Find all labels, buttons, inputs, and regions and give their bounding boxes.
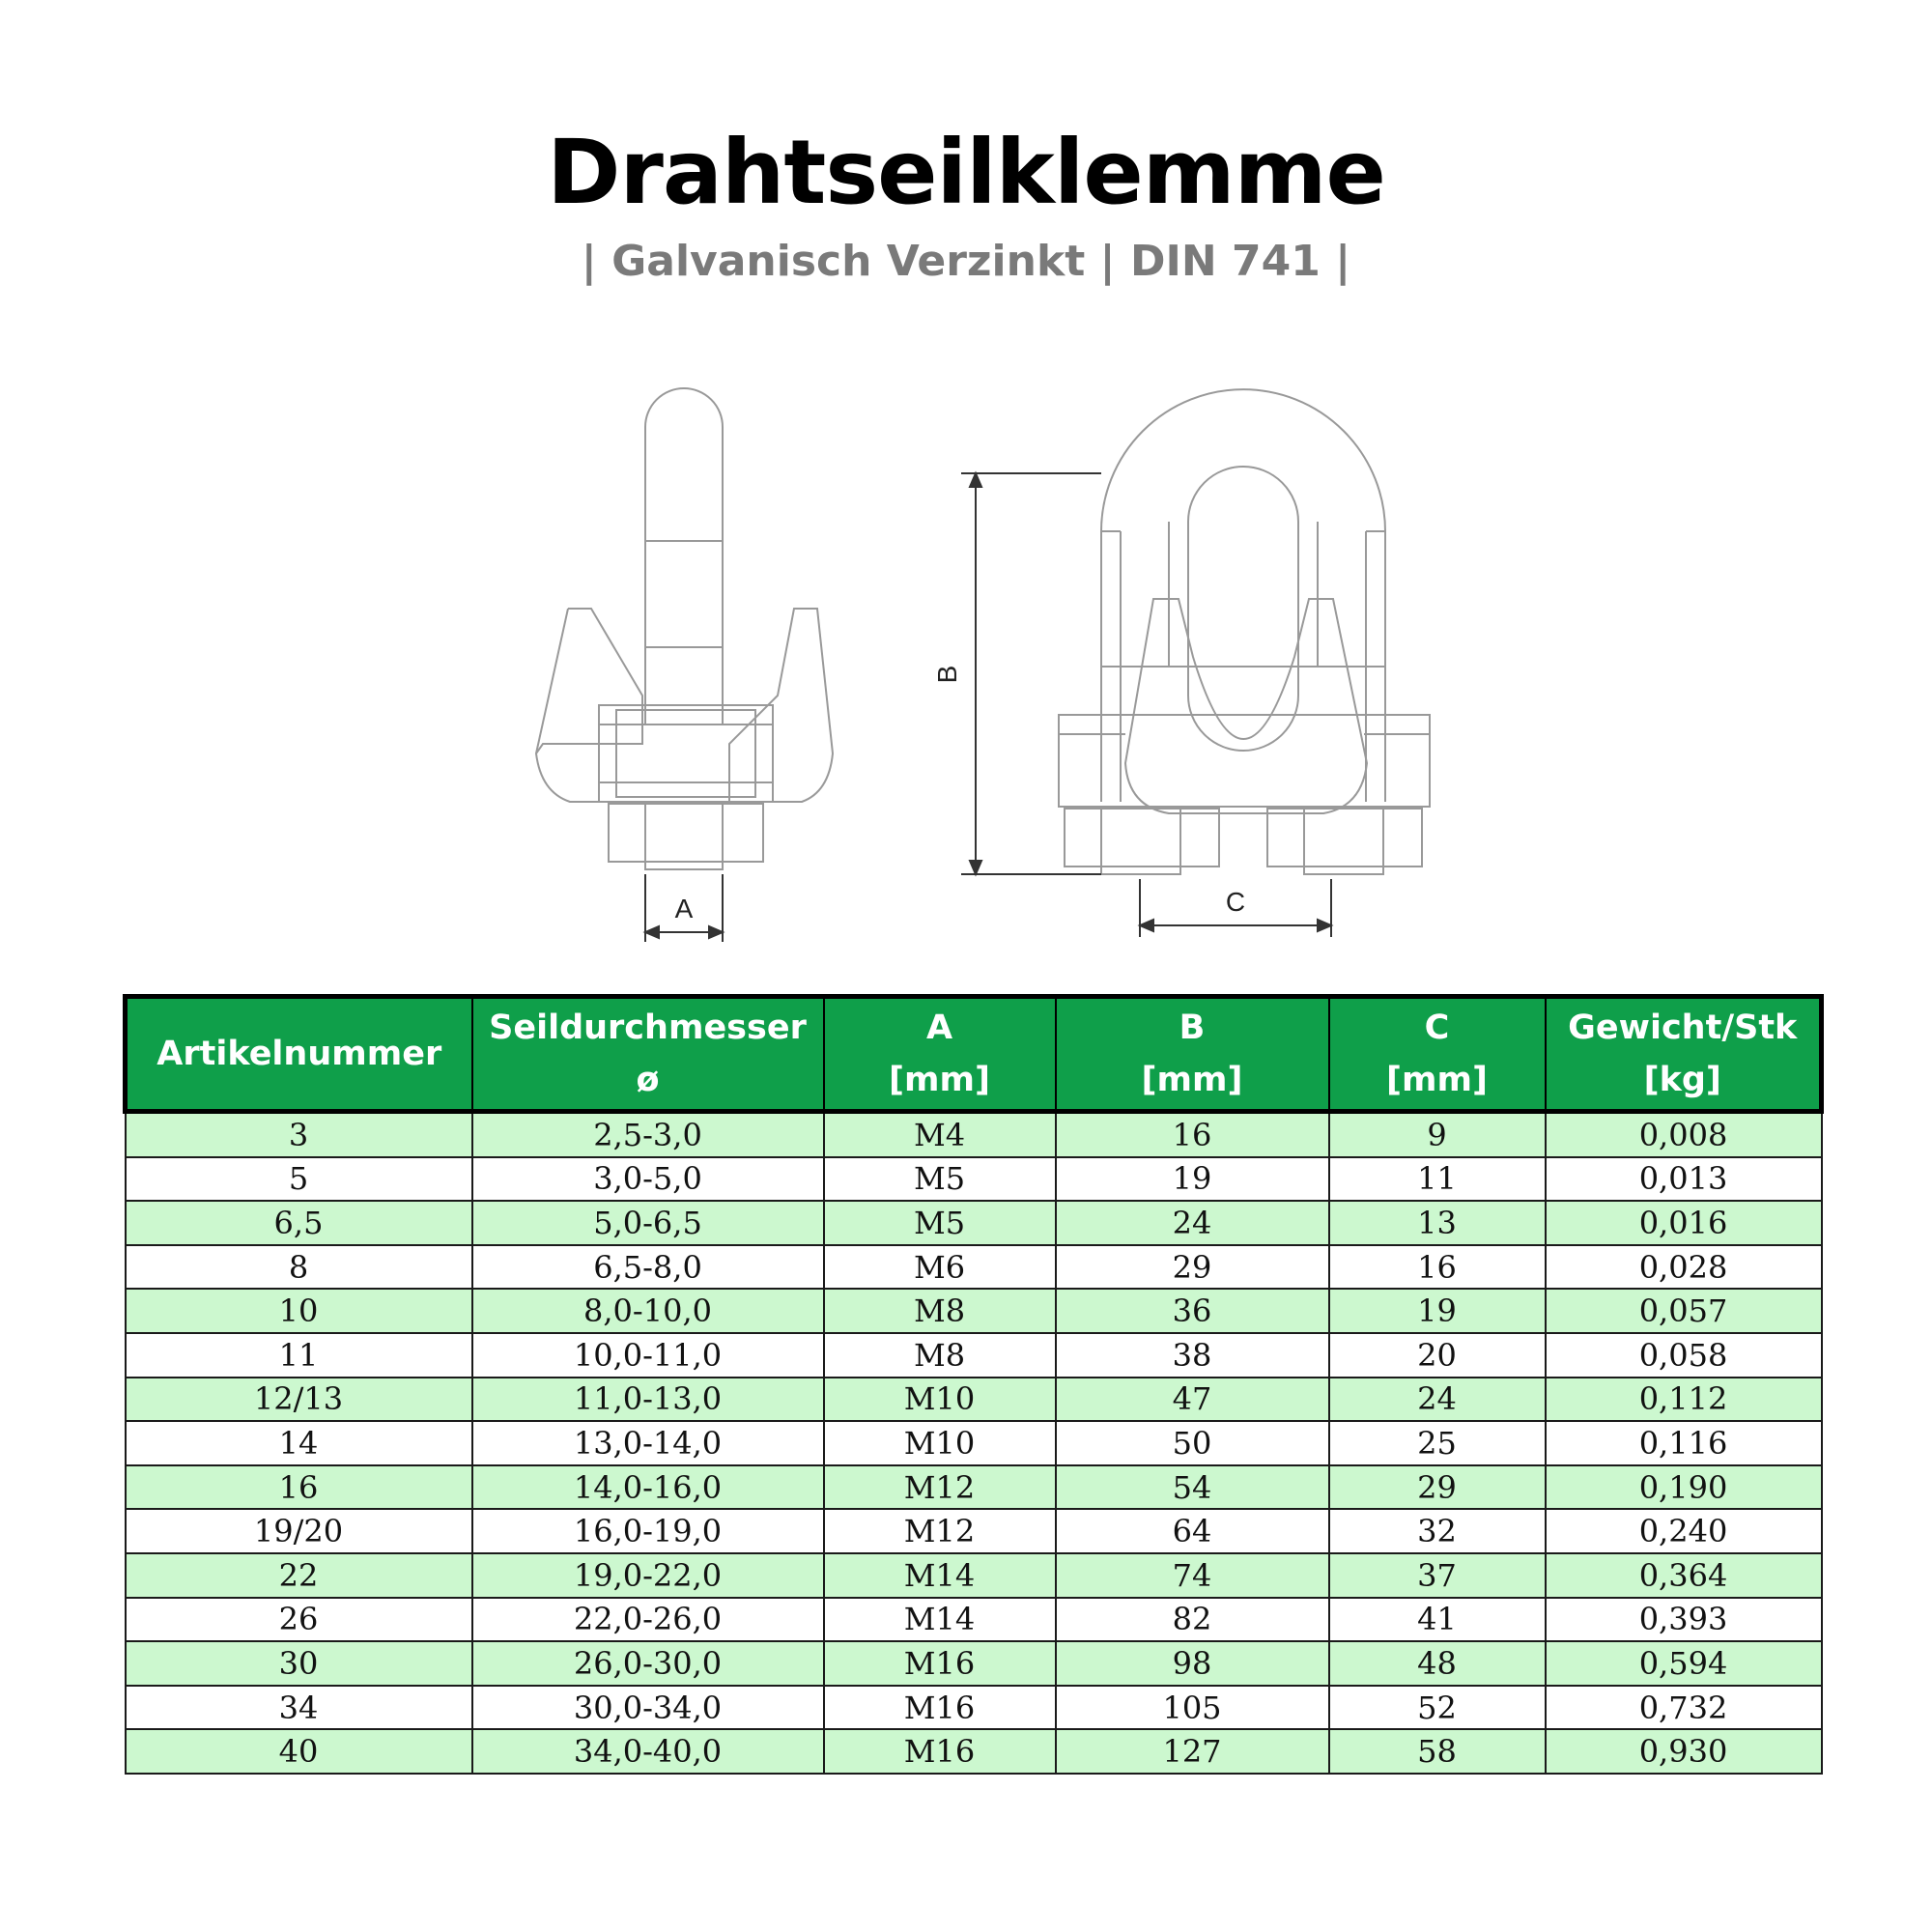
cell-a: M14: [824, 1553, 1056, 1598]
wire-rope-clip-drawing: [483, 377, 1449, 956]
table-row: [126, 1333, 1822, 1378]
cell-b: 98: [1056, 1641, 1329, 1686]
cell-seildurchmesser: 19,0-22,0: [472, 1553, 824, 1598]
cell-b: 24: [1056, 1201, 1329, 1245]
cell-seildurchmesser: 3,0-5,0: [472, 1157, 824, 1202]
cell-gewicht: 0,393: [1546, 1598, 1822, 1642]
page-title: Drahtseilklemme: [547, 121, 1385, 224]
cell-gewicht: 0,116: [1546, 1421, 1822, 1465]
cell-c: 25: [1329, 1421, 1546, 1465]
cell-c: 11: [1329, 1157, 1546, 1202]
cell-a: M10: [824, 1378, 1056, 1422]
cell-c: 19: [1329, 1289, 1546, 1333]
dimension-label-c: C: [1225, 887, 1246, 917]
cell-gewicht: 0,058: [1546, 1333, 1822, 1378]
cell-artikelnummer: 5: [126, 1157, 472, 1202]
column-header-gewicht: Gewicht/Stk [kg]: [1546, 997, 1822, 1112]
table-row: [126, 1465, 1822, 1510]
cell-gewicht: 0,930: [1546, 1729, 1822, 1774]
table-row: [126, 1641, 1822, 1686]
cell-gewicht: 0,057: [1546, 1289, 1822, 1333]
cell-c: 13: [1329, 1201, 1546, 1245]
cell-seildurchmesser: 10,0-11,0: [472, 1333, 824, 1378]
cell-seildurchmesser: 8,0-10,0: [472, 1289, 824, 1333]
cell-a: M6: [824, 1245, 1056, 1290]
cell-artikelnummer: 40: [126, 1729, 472, 1774]
table-row: [126, 1553, 1822, 1598]
cell-gewicht: 0,732: [1546, 1686, 1822, 1730]
cell-a: M10: [824, 1421, 1056, 1465]
cell-artikelnummer: 22: [126, 1553, 472, 1598]
cell-a: M8: [824, 1289, 1056, 1333]
cell-a: M14: [824, 1598, 1056, 1642]
cell-gewicht: 0,112: [1546, 1378, 1822, 1422]
cell-artikelnummer: 19/20: [126, 1509, 472, 1553]
table-row: [126, 1157, 1822, 1202]
cell-seildurchmesser: 5,0-6,5: [472, 1201, 824, 1245]
cell-artikelnummer: 12/13: [126, 1378, 472, 1422]
cell-b: 82: [1056, 1598, 1329, 1642]
cell-a: M5: [824, 1201, 1056, 1245]
table-row: [126, 1201, 1822, 1245]
table-header-row: [126, 997, 1822, 1112]
cell-seildurchmesser: 14,0-16,0: [472, 1465, 824, 1510]
technical-drawing: [483, 377, 1449, 956]
side-view: [536, 388, 833, 869]
table-row: [126, 1245, 1822, 1290]
column-header-a: A [mm]: [824, 997, 1056, 1112]
cell-a: M16: [824, 1686, 1056, 1730]
table-row: [126, 1112, 1822, 1157]
cell-artikelnummer: 34: [126, 1686, 472, 1730]
cell-seildurchmesser: 30,0-34,0: [472, 1686, 824, 1730]
cell-b: 64: [1056, 1509, 1329, 1553]
cell-artikelnummer: 6,5: [126, 1201, 472, 1245]
cell-b: 127: [1056, 1729, 1329, 1774]
table-row: [126, 1686, 1822, 1730]
cell-seildurchmesser: 34,0-40,0: [472, 1729, 824, 1774]
cell-seildurchmesser: 26,0-30,0: [472, 1641, 824, 1686]
cell-seildurchmesser: 6,5-8,0: [472, 1245, 824, 1290]
cell-gewicht: 0,013: [1546, 1157, 1822, 1202]
column-header-seildurchmesser: Seildurchmesser ø: [472, 997, 824, 1112]
dimension-label-a: A: [674, 894, 694, 923]
cell-b: 16: [1056, 1112, 1329, 1157]
cell-c: 48: [1329, 1641, 1546, 1686]
page-subtitle: | Galvanisch Verzinkt | DIN 741 |: [581, 237, 1351, 286]
cell-artikelnummer: 10: [126, 1289, 472, 1333]
cell-a: M5: [824, 1157, 1056, 1202]
cell-b: 105: [1056, 1686, 1329, 1730]
cell-gewicht: 0,016: [1546, 1201, 1822, 1245]
cell-a: M16: [824, 1641, 1056, 1686]
cell-c: 9: [1329, 1112, 1546, 1157]
cell-artikelnummer: 30: [126, 1641, 472, 1686]
table-row: [126, 1598, 1822, 1642]
table-row: [126, 1378, 1822, 1422]
cell-a: M8: [824, 1333, 1056, 1378]
cell-b: 19: [1056, 1157, 1329, 1202]
table-row: [126, 1289, 1822, 1333]
cell-seildurchmesser: 2,5-3,0: [472, 1112, 824, 1157]
cell-seildurchmesser: 11,0-13,0: [472, 1378, 824, 1422]
column-header-b: B [mm]: [1056, 997, 1329, 1112]
cell-gewicht: 0,008: [1546, 1112, 1822, 1157]
cell-b: 38: [1056, 1333, 1329, 1378]
cell-a: M12: [824, 1509, 1056, 1553]
cell-artikelnummer: 16: [126, 1465, 472, 1510]
cell-c: 41: [1329, 1598, 1546, 1642]
front-view: [1059, 389, 1430, 874]
cell-gewicht: 0,240: [1546, 1509, 1822, 1553]
cell-b: 47: [1056, 1378, 1329, 1422]
cell-c: 37: [1329, 1553, 1546, 1598]
cell-b: 29: [1056, 1245, 1329, 1290]
cell-c: 58: [1329, 1729, 1546, 1774]
cell-artikelnummer: 26: [126, 1598, 472, 1642]
cell-gewicht: 0,190: [1546, 1465, 1822, 1510]
column-header-artikelnummer: Artikelnummer: [126, 997, 472, 1112]
cell-b: 54: [1056, 1465, 1329, 1510]
table-row: [126, 1421, 1822, 1465]
cell-c: 24: [1329, 1378, 1546, 1422]
spec-table: [123, 994, 1824, 1775]
cell-a: M16: [824, 1729, 1056, 1774]
cell-c: 52: [1329, 1686, 1546, 1730]
table-row: [126, 1509, 1822, 1553]
cell-b: 74: [1056, 1553, 1329, 1598]
cell-seildurchmesser: 16,0-19,0: [472, 1509, 824, 1553]
cell-gewicht: 0,594: [1546, 1641, 1822, 1686]
cell-c: 16: [1329, 1245, 1546, 1290]
cell-b: 36: [1056, 1289, 1329, 1333]
dimension-label-b: B: [932, 665, 962, 684]
cell-c: 20: [1329, 1333, 1546, 1378]
cell-a: M4: [824, 1112, 1056, 1157]
cell-c: 32: [1329, 1509, 1546, 1553]
table-row: [126, 1729, 1822, 1774]
cell-gewicht: 0,364: [1546, 1553, 1822, 1598]
cell-c: 29: [1329, 1465, 1546, 1510]
column-header-c: C [mm]: [1329, 997, 1546, 1112]
cell-b: 50: [1056, 1421, 1329, 1465]
cell-gewicht: 0,028: [1546, 1245, 1822, 1290]
cell-artikelnummer: 11: [126, 1333, 472, 1378]
cell-a: M12: [824, 1465, 1056, 1510]
cell-seildurchmesser: 13,0-14,0: [472, 1421, 824, 1465]
cell-artikelnummer: 8: [126, 1245, 472, 1290]
cell-seildurchmesser: 22,0-26,0: [472, 1598, 824, 1642]
cell-artikelnummer: 3: [126, 1112, 472, 1157]
cell-artikelnummer: 14: [126, 1421, 472, 1465]
